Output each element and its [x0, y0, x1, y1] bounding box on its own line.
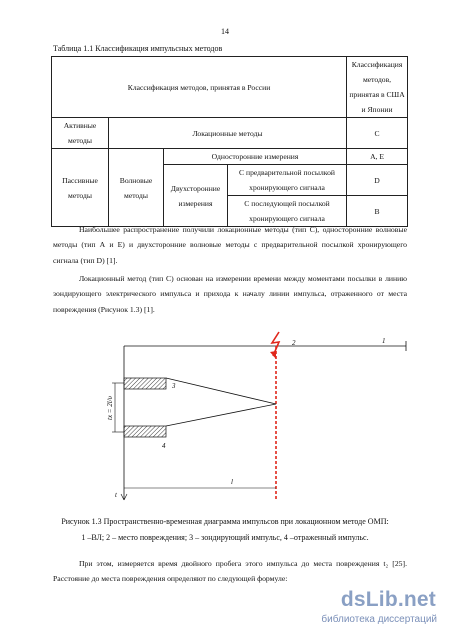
locational-methods-cell: Локационные методы	[109, 118, 347, 149]
prelim-code-cell: D	[347, 165, 408, 196]
label-1: 1	[382, 337, 386, 345]
lightning-arrow-icon	[270, 351, 276, 359]
oneside-code-cell: A, E	[347, 149, 408, 165]
table-caption: Таблица 1.1 Классификация импульсных методов	[53, 44, 223, 53]
figure-caption-legend: 1 –ВЛ; 2 – место повреждения; 3 – зондирующий импульс, 4 –отраженный импульс.	[81, 533, 369, 542]
russia-header-cell: Классификация методов, принятая в России	[52, 57, 347, 118]
active-methods-cell: Активные методы	[52, 118, 109, 149]
label-l: l	[231, 478, 233, 486]
twoside-cell: Двухсторонние измерения	[164, 165, 228, 227]
label-4: 4	[162, 442, 166, 450]
locational-code-cell: C	[347, 118, 408, 149]
usa-header-cell: Классификация методов, принятая в США и Японии	[347, 57, 408, 118]
paragraph-2: Локационный метод (тип С) основан на измерении времени между моментами посылки в линию зондирующего электрического импульса и прихода к началу линии импульса, отраженного от места повреждения (Рисунок 1.3) [1].	[53, 274, 407, 314]
paragraph-3: При этом, измеряется время двойного пробега этого импульса до места повреждения t₂ [25]. Расстояние до места повреждения определяют по следующей формуле:	[53, 559, 407, 584]
label-2: 2	[292, 339, 296, 347]
watermark-brand: dsLib.net	[340, 588, 436, 611]
oneside-cell: Односторонние измерения	[164, 149, 347, 165]
label-tx: tx = 2l/υ	[106, 396, 114, 420]
paragraph-1: Наибольшее распространение получили локационные методы (тип С), односторонние волновые методы (тип А и Е) и двухсторонние волновые методы с предварительной посылкой хронирующего сигнала (тип D) [1].	[53, 225, 407, 265]
reflected-pulse	[124, 426, 166, 437]
prelim-cell: С предварительной посылкой хронирующего сигнала	[228, 165, 347, 196]
subseq-code-cell: B	[347, 196, 408, 227]
passive-methods-cell: Пассивные методы	[52, 149, 109, 227]
label-t: t	[115, 491, 117, 499]
figure-caption-title: Рисунок 1.3 Пространственно-временная диаграмма импульсов при локационном методе ОМП:	[61, 517, 389, 526]
watermark-tagline: библиотека диссертаций	[321, 614, 437, 625]
wave-methods-cell: Волновые методы	[109, 149, 164, 227]
label-3: 3	[172, 382, 176, 390]
page-number: 14	[221, 27, 229, 36]
probe-pulse	[124, 378, 166, 389]
subseq-cell: С последующей посылкой хронирующего сигнала	[228, 196, 347, 227]
pulse-path	[166, 378, 276, 426]
